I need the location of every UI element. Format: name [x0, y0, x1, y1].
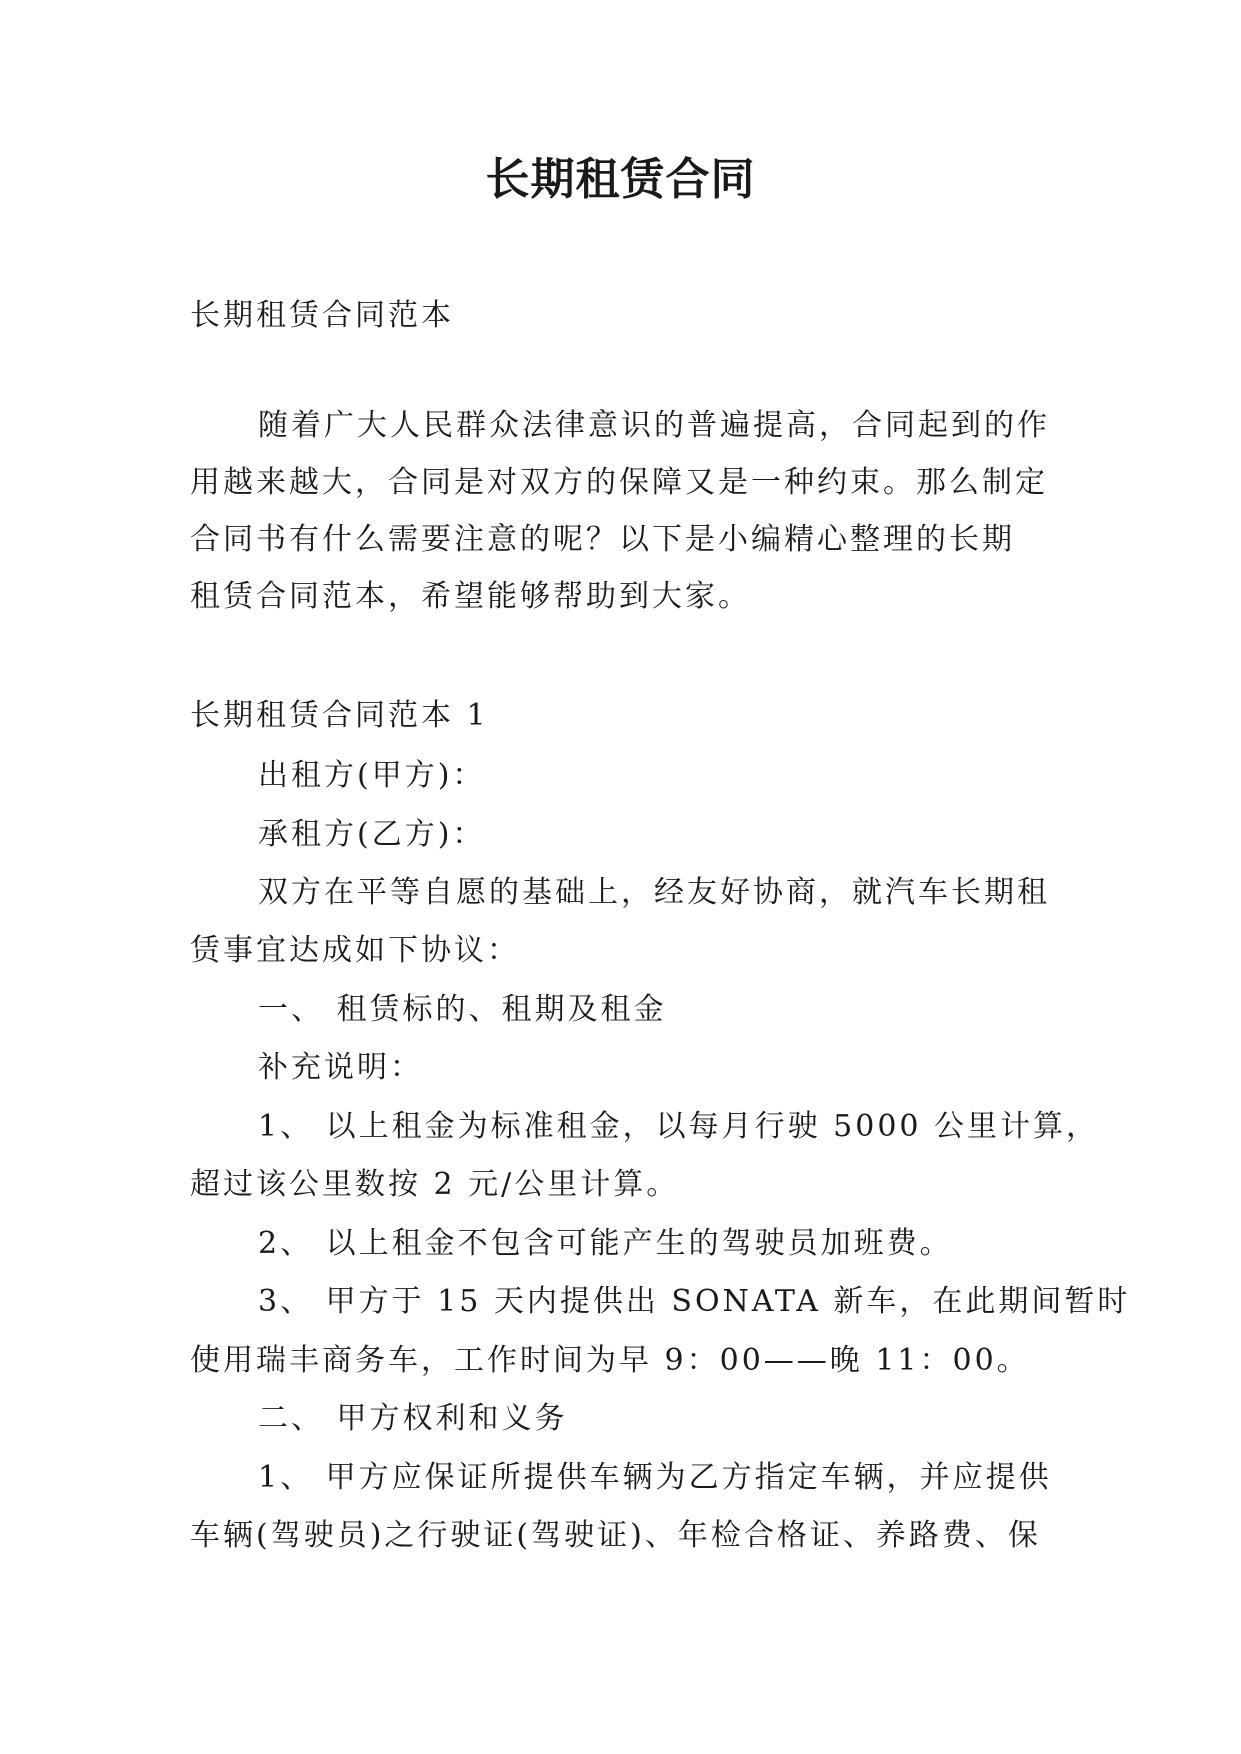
body-line: 超过该公里数按 2 元/公里计算。: [190, 1167, 680, 1202]
clause-heading: 一、 租赁标的、租期及租金: [258, 992, 667, 1027]
body-line: 车辆(驾驶员)之行驶证(驾驶证)、年检合格证、养路费、保: [190, 1518, 1041, 1553]
body-line: 承租方(乙方)：: [258, 817, 486, 852]
document-subtitle: 长期租赁合同范本: [190, 298, 454, 333]
intro-line: 随着广大人民群众法律意识的普遍提高，合同起到的作: [258, 408, 1050, 443]
body-line: 补充说明：: [258, 1050, 423, 1085]
body-line: 赁事宜达成如下协议：: [190, 933, 520, 968]
clause-heading: 二、 甲方权利和义务: [258, 1401, 568, 1436]
intro-line: 租赁合同范本，希望能够帮助到大家。: [190, 579, 751, 614]
document-title: 长期租赁合同: [485, 154, 756, 205]
intro-line: 合同书有什么需要注意的呢？以下是小编精心整理的长期: [190, 522, 1015, 557]
intro-line: 用越来越大，合同是对双方的保障又是一种约束。那么制定: [190, 465, 1048, 500]
section-heading: 长期租赁合同范本 1: [190, 698, 489, 733]
body-line: 双方在平等自愿的基础上，经友好协商，就汽车长期租: [258, 875, 1050, 910]
body-line: 2、 以上租金不包含可能产生的驾驶员加班费。: [258, 1226, 953, 1261]
body-line: 1、 甲方应保证所提供车辆为乙方指定车辆，并应提供: [258, 1460, 1052, 1495]
body-line: 出租方(甲方)：: [258, 758, 486, 793]
body-line: 3、 甲方于 15 天内提供出 SONATA 新车，在此期间暂时: [258, 1284, 1131, 1319]
body-line: 使用瑞丰商务车，工作时间为早 9：00——晚 11：00。: [190, 1343, 1030, 1378]
body-line: 1、 以上租金为标准租金，以每月行驶 5000 公里计算，: [258, 1109, 1100, 1144]
